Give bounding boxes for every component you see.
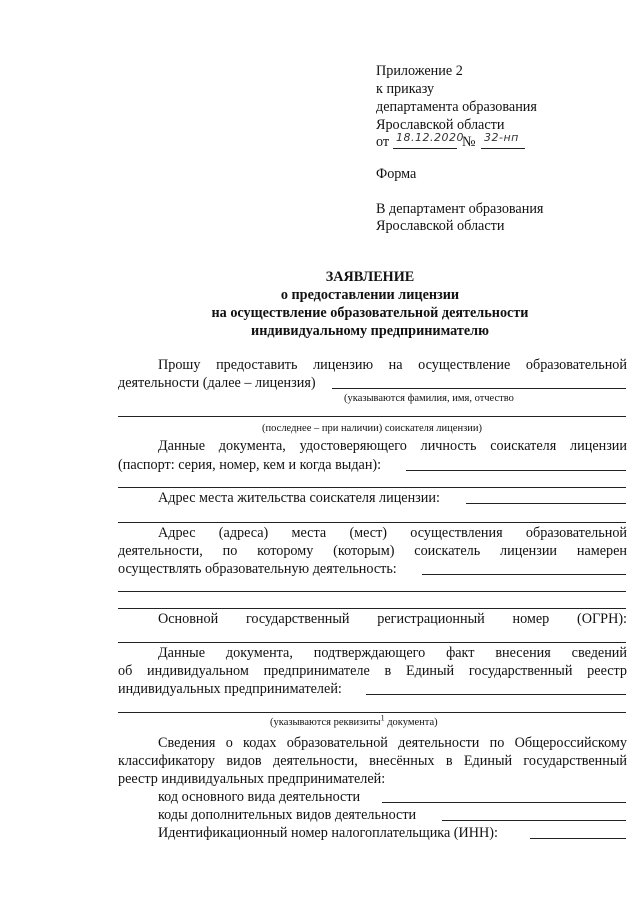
to-order-label: к приказу xyxy=(376,81,435,97)
p7-line-3: реестр индивидуальных предпринимателей: xyxy=(118,771,386,787)
department-label: департамента образования xyxy=(376,99,537,115)
addressee-line-1: В департамент образования xyxy=(376,201,544,217)
p1-line-2: деятельности (далее – лицензия) xyxy=(118,375,316,391)
appendix-label: Приложение 2 xyxy=(376,63,463,79)
inn-field[interactable] xyxy=(530,838,626,839)
form-label: Форма xyxy=(376,166,417,182)
date-underline xyxy=(393,148,457,149)
title-line-3: индивидуальному предпринимателю xyxy=(251,323,489,339)
date-prefix: от xyxy=(376,134,390,150)
handwritten-number: 32-нп xyxy=(484,131,519,144)
passport-field-line[interactable] xyxy=(406,470,626,471)
registry-doc-field-line[interactable] xyxy=(366,694,626,695)
p3-line-1: Адрес места жительства соискателя лицензии: xyxy=(158,490,440,506)
registry-doc-field-line-2[interactable] xyxy=(118,712,626,713)
ogrn-field-line[interactable] xyxy=(118,642,626,643)
p7-line-1: Сведения о кодах образовательной деятельности по Общероссийскому xyxy=(158,735,627,751)
additional-codes-label: коды дополнительных видов деятельности xyxy=(158,807,417,823)
p4-line-2: деятельности, по которому (которым) соискатель лицензии намерен xyxy=(118,543,627,559)
p6-line-2: об индивидуальном предпринимателе в Единый государственный реестр xyxy=(118,663,627,679)
p5-line-1: Основной государственный регистрационный номер (ОГРН): xyxy=(158,611,627,627)
p6-line-3: индивидуальных предпринимателей: xyxy=(118,681,342,697)
fio-field-line[interactable] xyxy=(332,388,626,389)
activity-address-field-line-2[interactable] xyxy=(118,591,626,592)
title-line-1: о предоставлении лицензии xyxy=(280,287,460,303)
p4-line-1: Адрес (адреса) места (мест) осуществления образовательной xyxy=(158,525,627,541)
number-label: № xyxy=(462,134,476,150)
main-activity-code-label: код основного вида деятельности xyxy=(158,789,361,805)
region-label: Ярославской области xyxy=(376,117,505,133)
inn-label: Идентификационный номер налогоплательщика (ИНН): xyxy=(158,825,498,841)
footnote-marker: 1 xyxy=(380,713,385,723)
fio-note: (указываются фамилия, имя, отчество xyxy=(344,393,514,404)
passport-field-line-2[interactable] xyxy=(118,487,626,488)
title-line-2: на осуществление образовательной деятельности xyxy=(211,305,529,321)
p6-line-1: Данные документа, подтверждающего факт внесения сведений xyxy=(158,645,627,661)
number-underline xyxy=(481,148,525,149)
registry-doc-note-before: (указываются реквизиты xyxy=(270,717,381,728)
p4-line-3: осуществлять образовательную деятельность: xyxy=(118,561,397,577)
main-activity-code-field[interactable] xyxy=(382,802,626,803)
activity-address-field-line-3[interactable] xyxy=(118,608,626,609)
fio-note-2: (последнее – при наличии) соискателя лицензии) xyxy=(262,423,482,434)
registry-doc-note-after: документа) xyxy=(384,717,438,728)
document-title: ЗАЯВЛЕНИЕ xyxy=(325,269,415,285)
p2-line-2: (паспорт: серия, номер, кем и когда выдан): xyxy=(118,457,382,473)
residence-field-line[interactable] xyxy=(466,503,626,504)
registry-doc-note xyxy=(270,714,438,732)
addressee-line-2: Ярославской области xyxy=(376,218,505,234)
p2-line-1: Данные документа, удостоверяющего личность соискателя лицензии xyxy=(158,438,627,454)
fio-field-line-2[interactable] xyxy=(118,416,626,417)
activity-address-field-line[interactable] xyxy=(422,574,626,575)
p7-line-2: классификатору видов деятельности, внесённых в Единый государственный xyxy=(118,753,627,769)
additional-codes-field[interactable] xyxy=(442,820,626,821)
p1-line-1: Прошу предоставить лицензию на осуществление образовательной xyxy=(158,357,627,373)
handwritten-date: 18.12.2020 xyxy=(396,131,464,144)
residence-field-line-2[interactable] xyxy=(118,522,626,523)
